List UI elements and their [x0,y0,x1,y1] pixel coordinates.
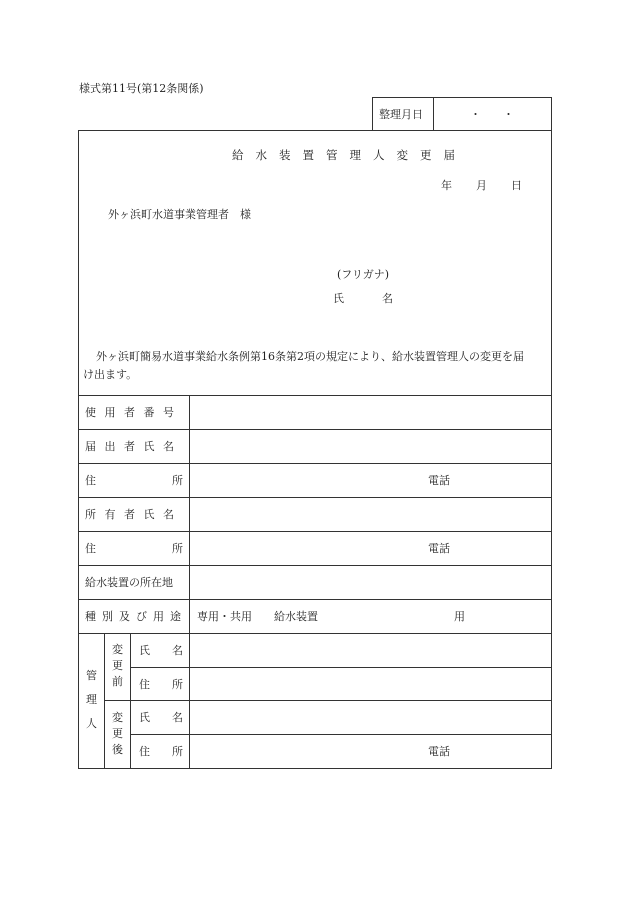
user-number-field[interactable] [190,396,551,429]
label-applicant-name: 届出者氏名 [85,440,183,453]
label-address-2-right: 所 [172,542,183,555]
form-title: 給水装置管理人変更届 [232,148,467,162]
label-owner-name: 所有者氏名 [85,508,183,521]
date-day: 日 [511,179,522,192]
before-address-field[interactable] [190,668,551,700]
owner-name-field[interactable] [190,498,551,531]
after-name-field[interactable] [190,701,551,734]
before-char-3: 前 [112,675,123,688]
applicant-name-field[interactable] [400,262,545,308]
after-phone-label: 電話 [428,745,450,758]
before-char-1: 変 [112,643,123,656]
before-name-right: 名 [172,644,183,657]
type-usage-field[interactable] [330,600,450,633]
manager-label-char-2: 理 [86,693,97,706]
label-type-usage: 種別及び用途 [85,610,187,623]
receipt-date-dots: ・ ・ [470,108,514,121]
manager-label-char-3: 人 [86,717,97,730]
before-addr-right: 所 [172,678,183,691]
phone-label-1: 電話 [428,474,450,487]
manager-label-char-1: 管 [86,669,97,682]
furigana-label: (フリガナ) [337,268,390,281]
date-year: 年 [441,179,452,192]
type-options: 専用・共用 給水装置 [197,610,318,623]
label-address-2-left: 住 [85,542,96,555]
label-address-1-right: 所 [172,474,183,487]
before-char-2: 更 [112,659,123,672]
after-addr-right: 所 [172,745,183,758]
before-name-field[interactable] [190,634,551,667]
date-field[interactable] [400,175,540,195]
before-addr-left: 住 [139,678,150,691]
type-suffix: 用 [454,610,465,623]
statement-line-1: 外ヶ浜町簡易水道事業給水条例第16条第2項の規定により、給水装置管理人の変更を届 [96,350,524,363]
after-char-2: 更 [112,727,123,740]
form-number: 様式第11号(第12条関係) [79,82,204,95]
device-location-field[interactable] [190,566,551,599]
address-1-field[interactable] [190,464,551,497]
label-device-location: 給水装置の所在地 [85,576,173,589]
receipt-date-label: 整理月日 [379,108,423,121]
after-char-1: 変 [112,711,123,724]
receipt-date-field[interactable] [434,98,551,130]
before-name-left: 氏 [139,644,150,657]
applicant-name-label-1: 氏 [333,292,344,305]
applicant-name-label-2: 名 [382,292,393,305]
date-month: 月 [476,179,487,192]
after-char-3: 後 [112,743,123,756]
addressee: 外ヶ浜町水道事業管理者 様 [108,208,251,221]
after-name-left: 氏 [139,711,150,724]
label-address-1-left: 住 [85,474,96,487]
label-user-number: 使用者番号 [85,406,183,419]
after-name-right: 名 [172,711,183,724]
address-2-field[interactable] [190,532,551,565]
after-addr-left: 住 [139,745,150,758]
applicant-name-row-field[interactable] [190,430,551,463]
phone-label-2: 電話 [428,542,450,555]
statement-line-2: け出ます。 [83,368,138,381]
after-address-field[interactable] [190,735,551,768]
form-frame-top [78,130,552,131]
